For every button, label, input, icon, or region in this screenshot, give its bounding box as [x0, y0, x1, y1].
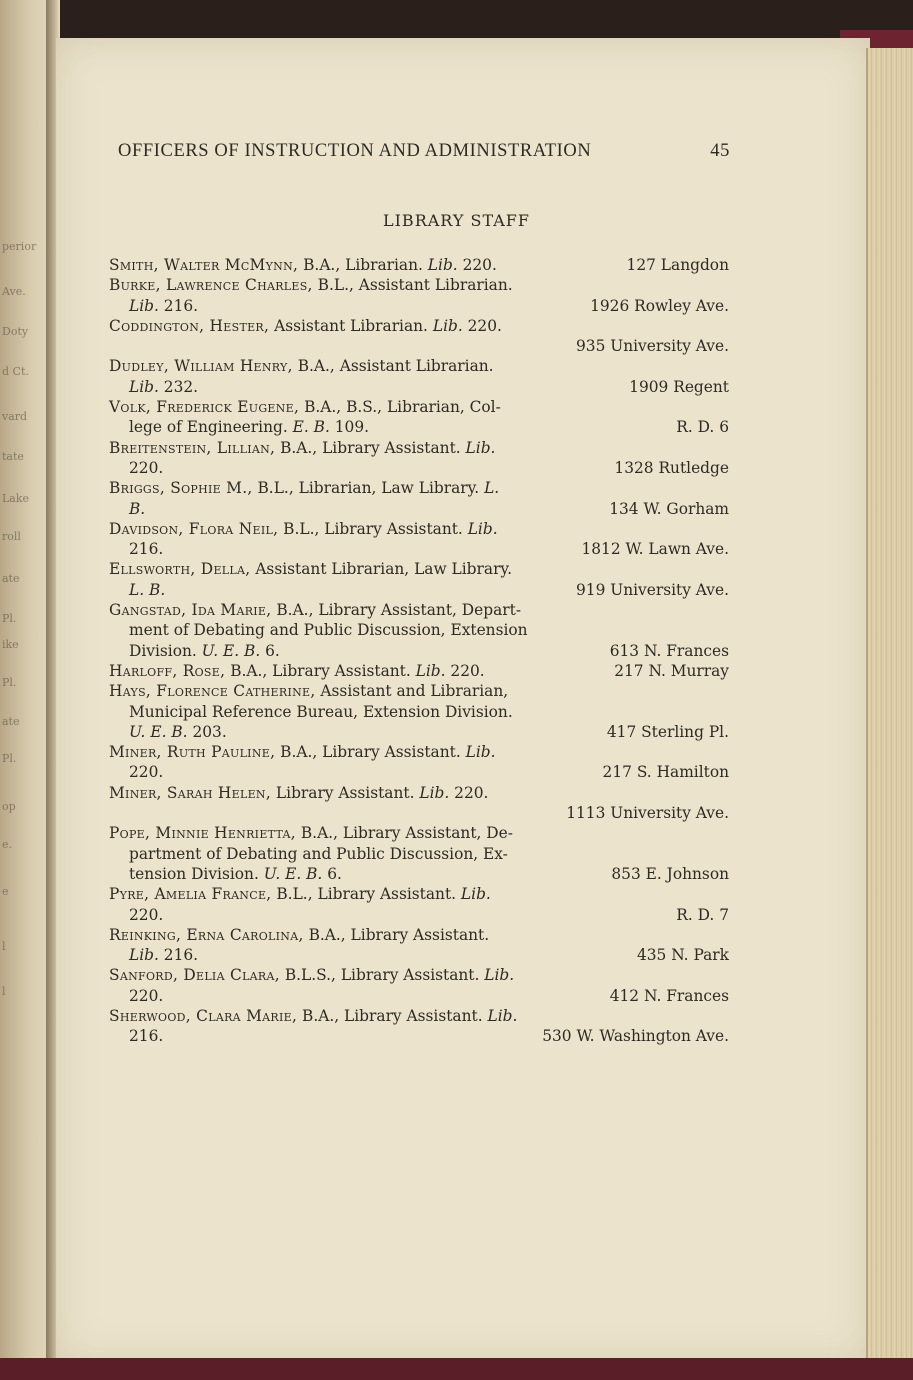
- staff-entry-line: [109, 823, 729, 843]
- home-address: 1926 Rowley Ave.: [590, 296, 729, 315]
- entry-text: [109, 905, 163, 925]
- entry-text: [109, 742, 496, 762]
- entry-text: [109, 762, 163, 782]
- staff-name: Volk, Frederick Eugene,: [109, 398, 300, 417]
- entry-text: [109, 661, 485, 681]
- home-address: 853 E. Johnson: [611, 864, 729, 883]
- staff-title: B.A., Assistant Librarian.: [292, 357, 494, 376]
- staff-title: B.A., Library Assistant.: [297, 1006, 488, 1025]
- staff-title: Division.: [129, 641, 202, 660]
- home-address: 1812 W. Lawn Ave.: [581, 540, 729, 559]
- staff-entry-line: [109, 438, 729, 458]
- staff-entry-line: [109, 762, 729, 782]
- staff-name: Harloff, Rose,: [109, 661, 226, 680]
- page-number: 45: [710, 141, 730, 161]
- staff-name: Briggs, Sophie M.,: [109, 479, 253, 498]
- entry-text: [109, 641, 280, 661]
- office-location: L. B.: [129, 580, 166, 599]
- staff-title: 216.: [129, 540, 164, 559]
- entry-text: [109, 296, 198, 316]
- facing-page-fragment: l: [2, 940, 6, 953]
- staff-title: lege of Engineering.: [129, 418, 293, 437]
- staff-title: B.A., Library Assistant.: [275, 438, 466, 457]
- staff-title: 220.: [129, 458, 164, 477]
- entry-text: [109, 519, 498, 539]
- staff-entry-line: [109, 681, 729, 701]
- staff-title: tension Division.: [129, 864, 264, 883]
- office-location: Lib.: [129, 377, 159, 396]
- staff-title: B.A., Library Assistant, De-: [295, 824, 513, 843]
- entry-text: [109, 438, 495, 458]
- facing-page-edge: [0, 0, 52, 1380]
- staff-entry-line: [109, 356, 729, 376]
- office-location: E. B.: [292, 418, 330, 437]
- home-address: 613 N. Frances: [609, 641, 729, 660]
- entry-text: [109, 1026, 163, 1046]
- staff-entry-line: [109, 336, 729, 356]
- facing-page-fragment: Lake: [2, 492, 30, 505]
- staff-name: Hays, Florence Catherine,: [109, 682, 316, 701]
- entry-text: [109, 397, 501, 417]
- home-address: 217 S. Hamilton: [602, 763, 729, 782]
- room-number: 232.: [158, 377, 199, 396]
- staff-name: Gangstad, Ida Marie,: [109, 601, 272, 620]
- room-number: 220.: [445, 661, 485, 680]
- staff-entry-line: [109, 783, 729, 803]
- staff-title: B.A., Library Assistant.: [303, 925, 490, 944]
- page-edges: [866, 48, 913, 1360]
- staff-entry-line: [109, 925, 729, 945]
- facing-page-fragment: perior: [2, 240, 37, 253]
- staff-entry-line: [109, 986, 729, 1006]
- staff-entry-line: [109, 397, 729, 417]
- facing-page-fragment: vard: [2, 410, 28, 423]
- entry-text: [109, 499, 145, 519]
- staff-name: Ellsworth, Della,: [109, 560, 251, 579]
- staff-entry-line: [109, 641, 729, 661]
- staff-title: B.A., Library Assistant, Depart-: [271, 601, 522, 620]
- staff-name: Miner, Sarah Helen,: [109, 783, 272, 802]
- staff-title: B.L., Assistant Librarian.: [312, 276, 513, 295]
- office-location: L.: [484, 479, 500, 498]
- staff-entry-line: [109, 661, 729, 681]
- entry-text: [109, 559, 512, 579]
- entry-text: [109, 884, 491, 904]
- staff-entry-line: [109, 965, 729, 985]
- facing-page-fragment: l: [2, 985, 6, 998]
- home-address: 919 University Ave.: [575, 580, 729, 599]
- staff-name: Smith, Walter McMynn,: [109, 256, 299, 274]
- staff-entry-line: [109, 519, 729, 539]
- staff-name: Pope, Minnie Henrietta,: [109, 824, 296, 843]
- entry-text: [109, 458, 163, 478]
- staff-entry-line: [109, 945, 729, 965]
- home-address: R. D. 7: [676, 905, 729, 924]
- facing-page-fragment: ate: [2, 715, 20, 728]
- staff-entry-line: [109, 905, 729, 925]
- staff-entry-line: [109, 742, 729, 762]
- room-number: 6.: [322, 864, 342, 883]
- staff-title: B.L., Library Assistant.: [271, 885, 461, 904]
- entry-text: [109, 620, 528, 640]
- entry-text: [109, 417, 369, 437]
- entry-text: [109, 844, 508, 864]
- home-address: 1113 University Ave.: [566, 804, 729, 823]
- entry-text: [109, 600, 521, 620]
- staff-entry-line: [109, 499, 729, 519]
- staff-name: Coddington, Hester,: [109, 316, 270, 335]
- facing-page-fragment: e.: [2, 838, 13, 851]
- home-address: 134 W. Gorham: [609, 499, 729, 518]
- entry-text: [109, 255, 497, 275]
- staff-entry-line: [109, 864, 729, 884]
- staff-title: B.A., B.S., Librarian, Col-: [299, 398, 501, 417]
- room-number: 109.: [329, 418, 370, 437]
- running-header-title: OFFICERS OF INSTRUCTION AND ADMINISTRATION: [118, 141, 592, 161]
- staff-entry-line: [109, 417, 729, 437]
- room-number: 220.: [449, 783, 489, 802]
- facing-page-fragment: ike: [2, 638, 19, 651]
- office-location: Lib.: [484, 966, 515, 985]
- office-location: Lib.: [427, 256, 458, 274]
- entry-text: [109, 356, 494, 376]
- entry-text: [109, 945, 198, 965]
- office-location: U. E. B.: [129, 722, 188, 741]
- staff-title: 220.: [129, 986, 164, 1005]
- office-location: Lib.: [465, 743, 496, 762]
- staff-entry-line: [109, 316, 729, 336]
- office-location: Lib.: [415, 661, 446, 680]
- facing-page-fragment: Pl.: [2, 612, 17, 625]
- home-address: 1909 Regent: [629, 377, 729, 396]
- home-address: 435 N. Park: [636, 946, 729, 965]
- facing-page-fragment: Doty: [2, 325, 29, 338]
- staff-name: Reinking, Erna Carolina,: [109, 925, 304, 944]
- entry-text: [109, 1006, 517, 1026]
- running-header: [118, 141, 730, 162]
- office-location: Lib.: [129, 946, 159, 965]
- staff-entry-line: [109, 1006, 729, 1026]
- office-location: Lib.: [432, 316, 463, 335]
- facing-page-fragment: d Ct.: [2, 365, 29, 378]
- staff-name: Breitenstein, Lillian,: [109, 438, 276, 457]
- entry-text: [109, 580, 165, 600]
- office-location: Lib.: [465, 438, 496, 457]
- staff-name: Sanford, Delia Clara,: [109, 966, 280, 985]
- staff-entry-line: [109, 722, 729, 742]
- staff-entry-line: [109, 884, 729, 904]
- staff-title: Library Assistant.: [271, 783, 420, 802]
- entry-text: [109, 377, 198, 397]
- staff-title: B.L.S., Library Assistant.: [279, 966, 485, 985]
- entry-text: [109, 986, 163, 1006]
- staff-title: B.A., Library Assistant.: [275, 743, 466, 762]
- entry-text: [109, 316, 502, 336]
- room-number: 203.: [187, 722, 227, 741]
- facing-page-fragment: ate: [2, 572, 20, 585]
- staff-title: Assistant and Librarian,: [315, 682, 509, 701]
- staff-name: Burke, Lawrence Charles,: [109, 276, 313, 295]
- staff-entry-line: [109, 803, 729, 823]
- staff-title: partment of Debating and Public Discussion, Ex-: [129, 844, 508, 863]
- staff-entry-line: [109, 377, 729, 397]
- facing-page-fragment: op: [2, 800, 16, 813]
- staff-name: Sherwood, Clara Marie,: [109, 1006, 298, 1025]
- binding-bottom: [0, 1358, 913, 1380]
- room-number: 220.: [462, 316, 502, 335]
- room-number: 216.: [158, 296, 199, 315]
- entry-text: [109, 823, 513, 843]
- facing-page-fragment: Ave.: [2, 285, 26, 298]
- office-location: B.: [129, 499, 146, 518]
- entry-text: [109, 965, 514, 985]
- staff-name: Pyre, Amelia France,: [109, 885, 272, 904]
- room-number: 220.: [457, 256, 497, 274]
- office-location: Lib.: [129, 296, 159, 315]
- home-address: 935 University Ave.: [575, 337, 729, 356]
- staff-entry-line: [109, 1026, 729, 1046]
- staff-entry-line: [109, 702, 729, 722]
- staff-entry-line: [109, 844, 729, 864]
- entry-text: [109, 783, 488, 803]
- staff-entry-line: [109, 296, 729, 316]
- staff-title: 220.: [129, 905, 164, 924]
- staff-entry-line: [109, 620, 729, 640]
- room-number: 216.: [158, 946, 199, 965]
- staff-entry-line: [109, 478, 729, 498]
- staff-entry-line: [109, 275, 729, 295]
- entry-text: [109, 925, 489, 945]
- staff-name: Davidson, Flora Neil,: [109, 519, 279, 538]
- office-location: Lib.: [487, 1006, 518, 1025]
- facing-page-fragment: e: [2, 885, 9, 898]
- home-address: 412 N. Frances: [609, 986, 729, 1005]
- office-location: Lib.: [419, 783, 450, 802]
- staff-title: Assistant Librarian.: [269, 316, 433, 335]
- staff-entry-line: [109, 600, 729, 620]
- home-address: R. D. 6: [676, 418, 729, 437]
- staff-name: Dudley, William Henry,: [109, 357, 293, 376]
- home-address: 127 Langdon: [626, 256, 729, 274]
- facing-page-fragment: roll: [2, 530, 21, 543]
- staff-title: 220.: [129, 763, 164, 782]
- entry-text: [109, 722, 227, 742]
- room-number: 6.: [260, 641, 280, 660]
- staff-entry-line: [109, 458, 729, 478]
- staff-entry-line: [109, 255, 729, 275]
- staff-title: Municipal Reference Bureau, Extension Division.: [129, 702, 513, 721]
- staff-entry-line: [109, 580, 729, 600]
- staff-title: B.A., Librarian.: [298, 256, 428, 274]
- staff-title: ment of Debating and Public Discussion, Extension: [129, 621, 528, 640]
- office-location: Lib.: [467, 519, 498, 538]
- staff-list: [109, 255, 729, 1047]
- facing-page-fragment: tate: [2, 450, 24, 463]
- home-address: 1328 Rutledge: [614, 458, 729, 477]
- entry-text: [109, 539, 163, 559]
- staff-title: B.A., Library Assistant.: [225, 661, 416, 680]
- home-address: 530 W. Washington Ave.: [542, 1027, 729, 1046]
- entry-text: [109, 702, 513, 722]
- entry-text: [109, 275, 513, 295]
- facing-page-fragment: Pl.: [2, 752, 17, 765]
- facing-page-fragment: Pl.: [2, 676, 17, 689]
- staff-name: Miner, Ruth Pauline,: [109, 743, 276, 762]
- home-address: 417 Sterling Pl.: [606, 722, 729, 741]
- staff-title: B.L., Librarian, Law Library.: [252, 479, 485, 498]
- entry-text: [109, 864, 342, 884]
- staff-title: Assistant Librarian, Law Library.: [250, 560, 512, 579]
- office-location: Lib.: [460, 885, 491, 904]
- section-title: LIBRARY STAFF: [382, 211, 531, 230]
- home-address: 217 N. Murray: [614, 661, 729, 680]
- entry-text: [109, 681, 508, 701]
- staff-entry-line: [109, 539, 729, 559]
- staff-title: 216.: [129, 1027, 164, 1046]
- staff-entry-line: [109, 559, 729, 579]
- staff-title: B.L., Library Assistant.: [278, 519, 468, 538]
- office-location: U. E. B.: [263, 864, 323, 883]
- office-location: U. E. B.: [201, 641, 261, 660]
- entry-text: [109, 478, 499, 498]
